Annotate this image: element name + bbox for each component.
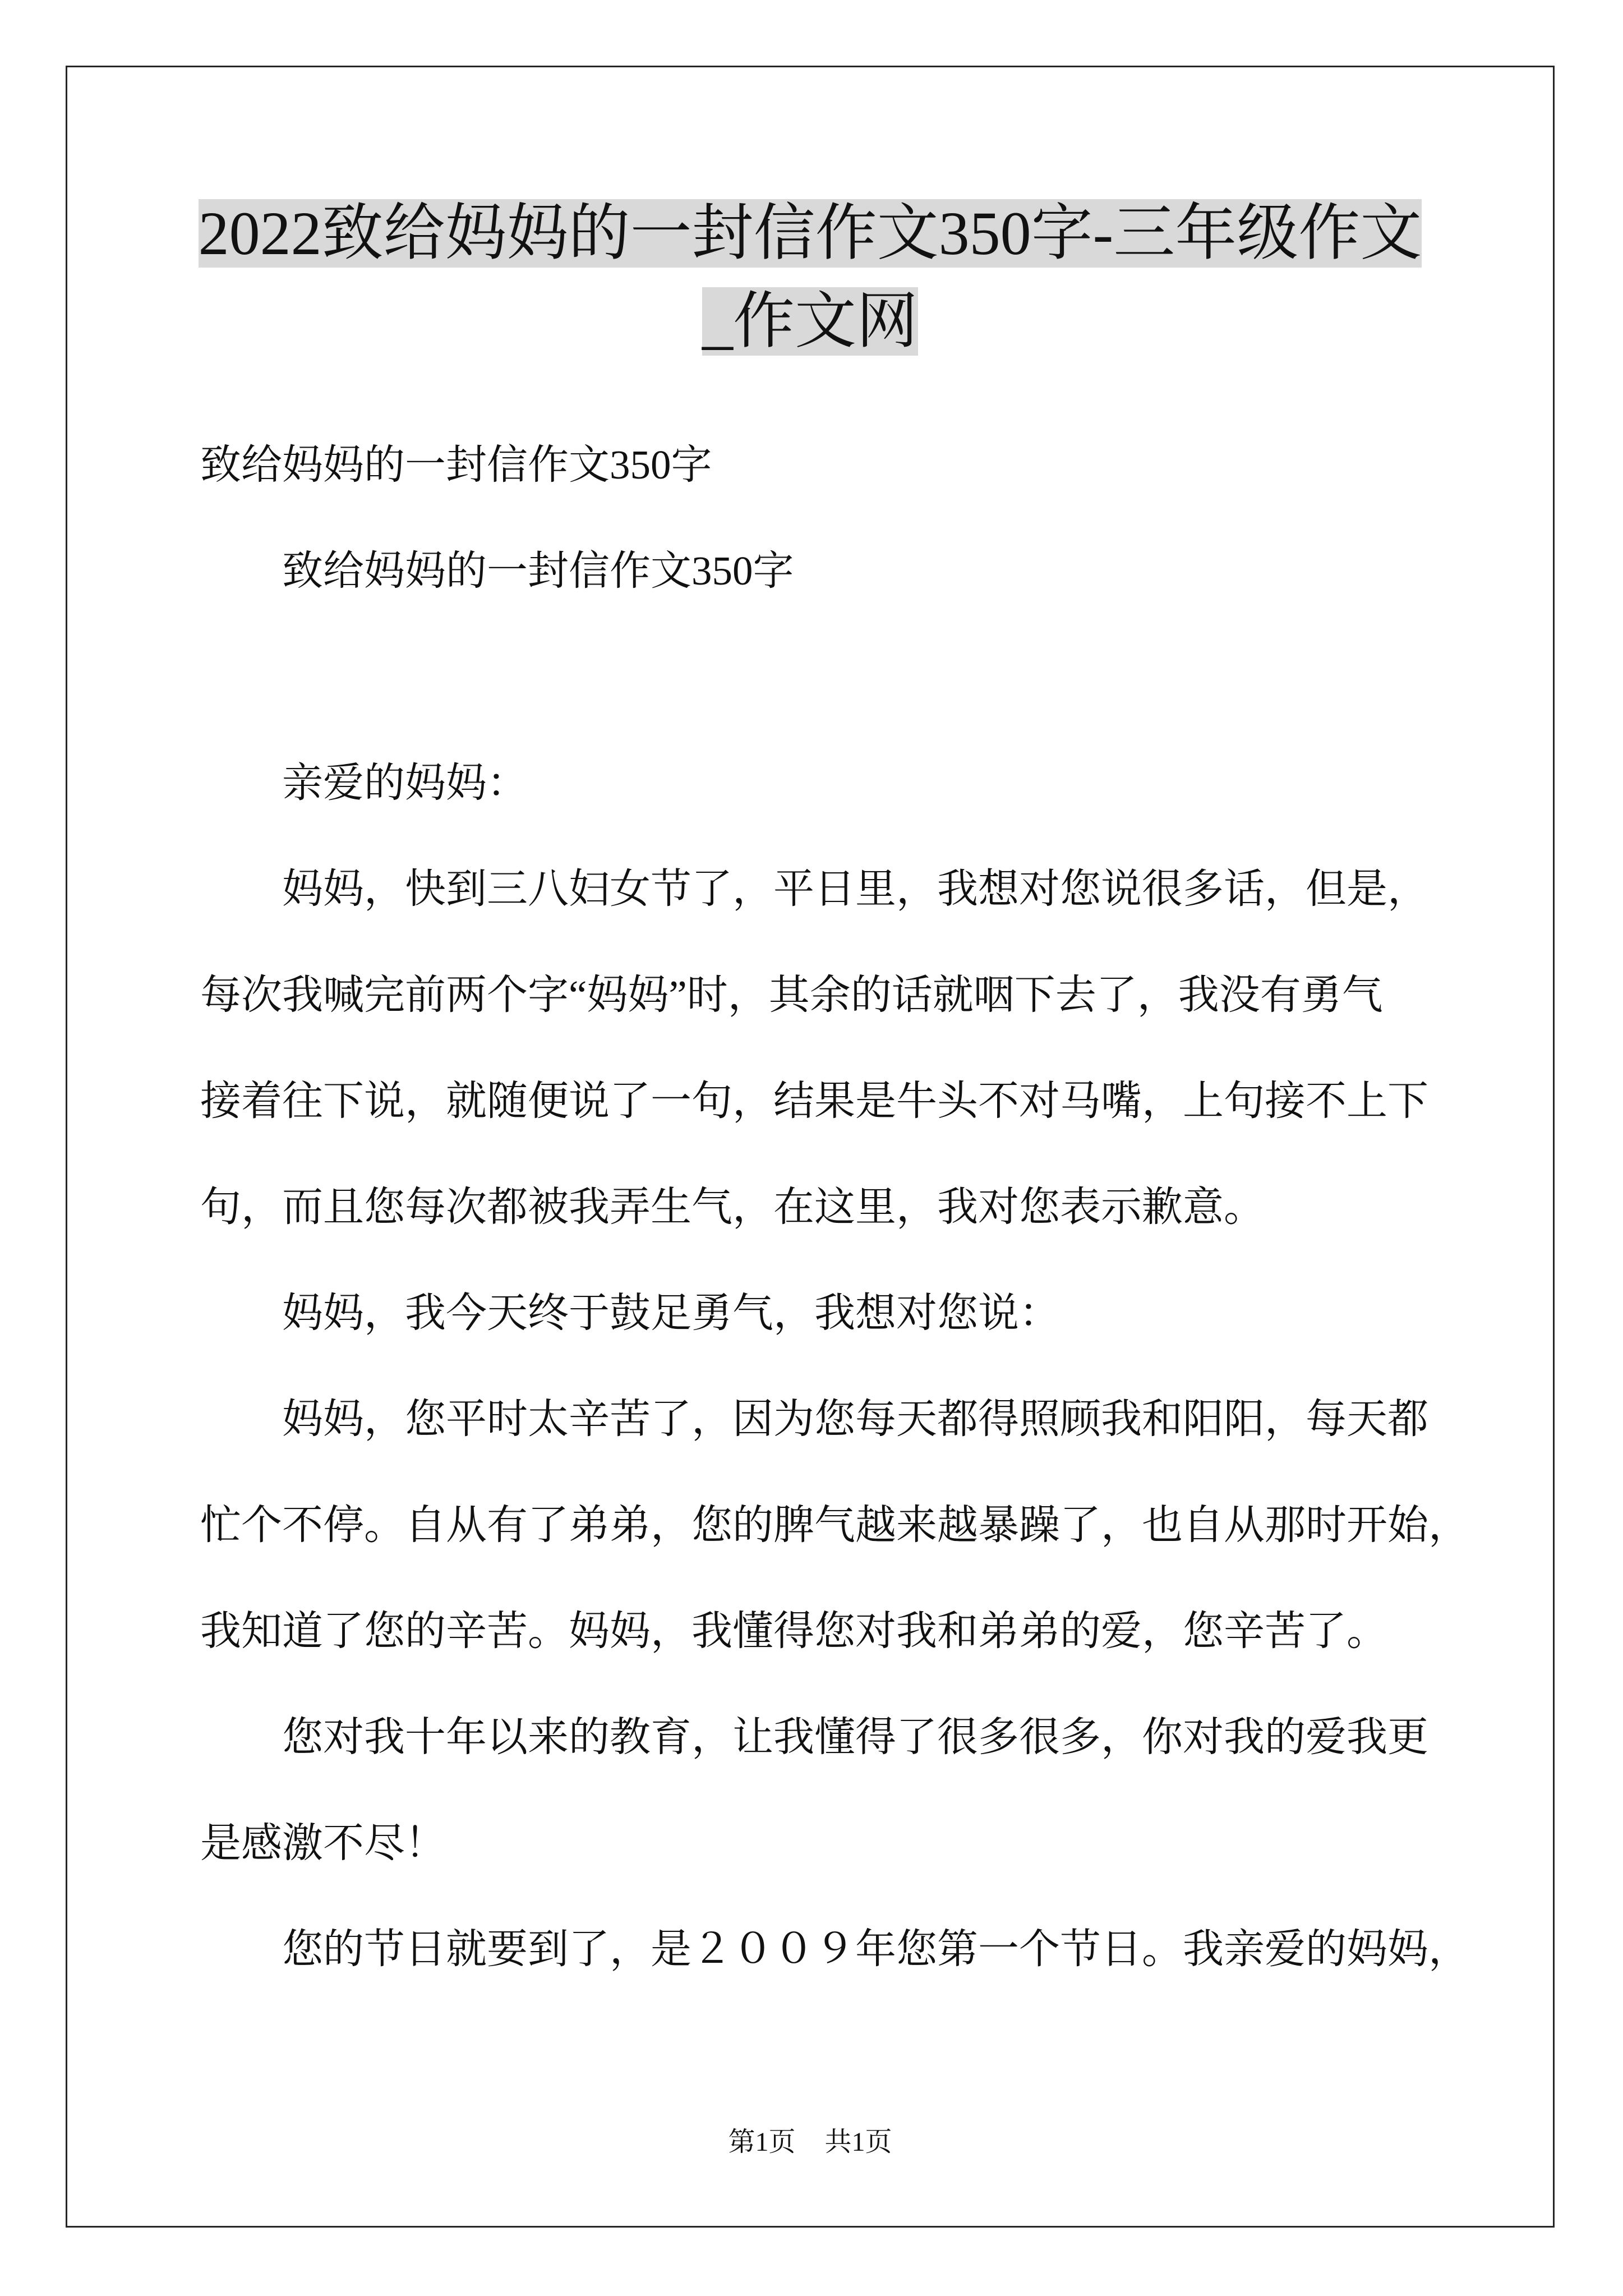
title-line bbox=[66, 190, 1555, 278]
paragraph-line: 妈妈，快到三八妇女节了，平日里，我想对您说很多话，但是， bbox=[282, 866, 1428, 912]
paragraph-line: 接着往下说，就随便说了一句，结果是牛头不对马嘴，上句接不上下 bbox=[200, 1078, 1428, 1124]
paragraph-line: 每次我喊完前两个字“妈妈”时，其余的话就咽下去了，我没有勇气 bbox=[200, 972, 1383, 1018]
title-line-text: _作文网 bbox=[702, 287, 918, 356]
page-number: 第1页 bbox=[728, 2127, 796, 2157]
title-line bbox=[66, 278, 1555, 366]
paragraph-line: 忙个不停。自从有了弟弟，您的脾气越来越暴躁了，也自从那时开始， bbox=[200, 1502, 1469, 1548]
blank-line bbox=[200, 624, 1535, 730]
salutation: 亲爱的妈妈： bbox=[282, 760, 528, 806]
paragraph bbox=[200, 1260, 1535, 1366]
document-title bbox=[66, 190, 1555, 366]
document-body bbox=[200, 412, 1535, 2002]
paragraph bbox=[200, 1366, 1535, 1684]
page-total: 共1页 bbox=[824, 2127, 892, 2157]
paragraph-line: 句，而且您每次都被我弄生气，在这里，我对您表示歉意。 bbox=[200, 1184, 1265, 1230]
title-line-text: 2022致给妈妈的一封信作文350字-三年级作文 bbox=[198, 199, 1422, 268]
paragraph-line: 妈妈，我今天终于鼓足勇气，我想对您说： bbox=[282, 1290, 1060, 1336]
paragraph-line: 是感激不尽！ bbox=[200, 1820, 446, 1866]
paragraph-line: 您的节日就要到了，是２００９年您第一个节日。我亲爱的妈妈， bbox=[282, 1926, 1469, 1972]
heading: 致给妈妈的一封信作文350字 bbox=[200, 442, 712, 487]
subheading: 致给妈妈的一封信作文350字 bbox=[282, 548, 794, 593]
paragraph-line: 您对我十年以来的教育，让我懂得了很多很多，你对我的爱我更 bbox=[282, 1714, 1428, 1760]
paragraph-line: 我知道了您的辛苦。妈妈，我懂得您对我和弟弟的爱，您辛苦了。 bbox=[200, 1608, 1387, 1654]
paragraph bbox=[200, 1684, 1535, 1896]
paragraph-line: 妈妈，您平时太辛苦了，因为您每天都得照顾我和阳阳，每天都 bbox=[282, 1396, 1428, 1442]
page-footer bbox=[66, 2125, 1555, 2159]
paragraph bbox=[200, 836, 1535, 1260]
paragraph bbox=[200, 1896, 1535, 2002]
